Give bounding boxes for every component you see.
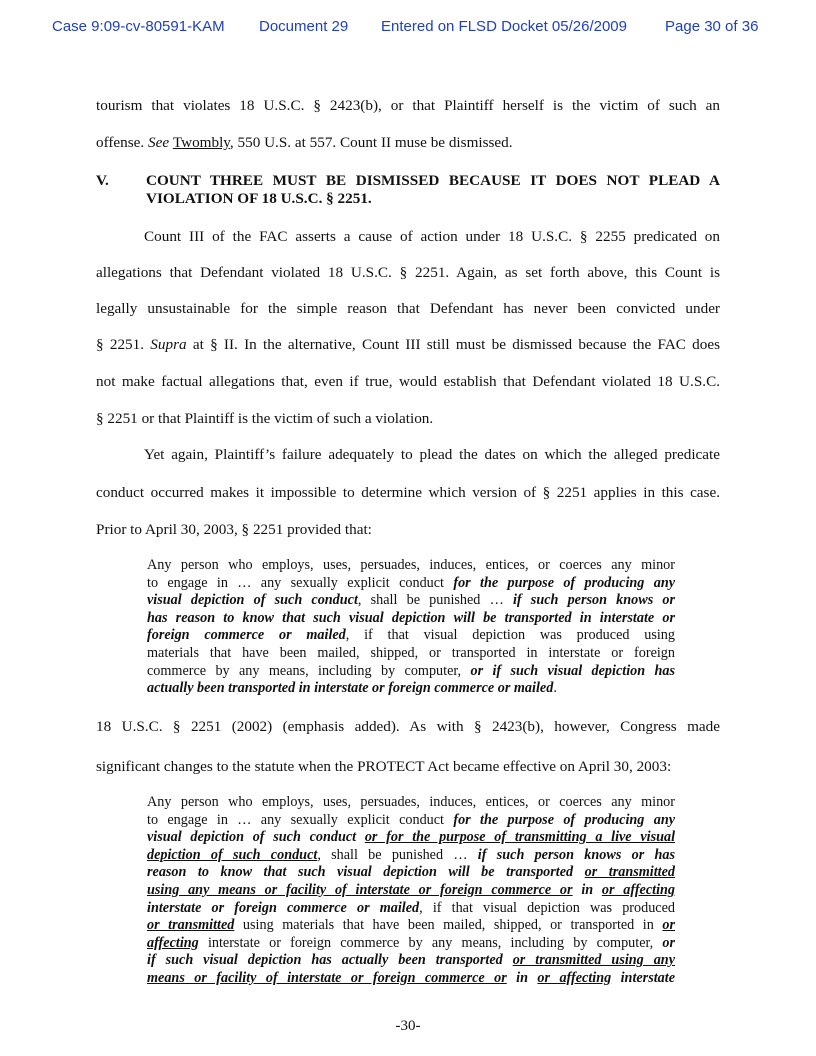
text-line: tourism that violates 18 U.S.C. § 2423(b), or that Plaintiff herself is the victim of such an <box>96 97 720 114</box>
quote-line: visual depiction of such conduct or for the purpose of transmitting a live visual <box>147 829 676 846</box>
text-line: § 2251 or that Plaintiff is the victim of such a violation. <box>96 410 434 427</box>
quote-line: visual depiction of such conduct, shall be punished … if such person knows or <box>147 592 676 609</box>
quote-line: Any person who employs, uses, persuades, induces, entices, or coerces any minor <box>147 794 675 810</box>
text-line: Count III of the FAC asserts a cause of action under 18 U.S.C. § 2255 predicated on <box>144 228 720 245</box>
quote-line: reason to know that such visual depiction will be transported or transmitted <box>147 864 675 881</box>
quote-line: to engage in … any sexually explicit conduct for the purpose of producing any <box>147 811 676 828</box>
docket-entry: Entered on FLSD Docket 05/26/2009 <box>381 18 627 35</box>
text-line: 18 U.S.C. § 2251 (2002) (emphasis added). As with § 2423(b), however, Congress made <box>96 718 720 735</box>
text-line: not make factual allegations that, even if true, would establish that Defendant violated 18 U.S.C. <box>96 373 720 390</box>
case-number: Case 9:09-cv-80591-KAM <box>52 18 225 35</box>
quote-line: Any person who employs, uses, persuades, induces, entices, or coerces any minor <box>147 557 675 573</box>
block-quote-protect-act <box>147 794 675 988</box>
block-quote-2002 <box>147 557 675 698</box>
document-number: Document 29 <box>259 18 349 35</box>
page-number: -30- <box>395 1018 421 1034</box>
heading-line: VIOLATION OF 18 U.S.C. § 2251. <box>146 190 372 207</box>
text-line: Yet again, Plaintiff’s failure adequately to plead the dates on which the alleged predicate <box>144 446 720 463</box>
text-line: allegations that Defendant violated 18 U.S.C. § 2251. Again, as set forth above, this Count is <box>96 264 720 281</box>
text-line: § 2251. Supra at § II. In the alternative, Count III still must be dismissed because the FAC does <box>96 336 721 353</box>
quote-line: foreign commerce or mailed, if that visual depiction was produced using <box>147 627 675 644</box>
quote-line: using any means or facility of interstate or foreign commerce or in or affecting <box>147 881 676 898</box>
heading-number: V. <box>96 172 109 189</box>
quote-line: interstate or foreign commerce or mailed, if that visual depiction was produced <box>147 899 675 916</box>
text-line: offense. See Twombly, 550 U.S. at 557. Count II muse be dismissed. <box>96 134 513 151</box>
quote-line: has reason to know that such visual depiction will be transported in interstate or <box>147 609 675 626</box>
heading-line: COUNT THREE MUST BE DISMISSED BECAUSE IT DOES NOT PLEAD A <box>146 172 720 189</box>
quote-line: affecting interstate or foreign commerce by any means, including by computer, or <box>147 934 676 951</box>
quote-line: actually been transported in interstate or foreign commerce or mailed. <box>147 680 557 697</box>
case-citation: Twombly <box>172 134 230 151</box>
signal-supra: Supra <box>150 336 187 353</box>
quote-line: to engage in … any sexually explicit conduct for the purpose of producing any <box>147 574 676 591</box>
page-indicator: Page 30 of 36 <box>665 18 759 35</box>
quote-line: commerce by any means, including by computer, or if such visual depiction has <box>147 662 675 679</box>
quote-line: if such visual depiction has actually been transported or transmitted using any <box>147 952 675 969</box>
quote-line: means or facility of interstate or foreign commerce or in or affecting interstate <box>147 969 675 986</box>
quote-line: depiction of such conduct, shall be punished … if such person knows or has <box>147 846 675 863</box>
text-line: conduct occurred makes it impossible to determine which version of § 2251 applies in this case. <box>96 484 720 501</box>
signal-see: See <box>148 134 170 151</box>
text-line: Prior to April 30, 2003, § 2251 provided that: <box>96 521 372 538</box>
text-line: legally unsustainable for the simple reason that Defendant has never been convicted under <box>96 300 720 317</box>
text-line: significant changes to the statute when the PROTECT Act became effective on April 30, 2003: <box>96 758 672 775</box>
quote-line: materials that have been mailed, shipped, or transported in interstate or foreign <box>147 644 675 661</box>
quote-line: or transmitted using materials that have been mailed, shipped, or transported in or <box>147 917 676 934</box>
